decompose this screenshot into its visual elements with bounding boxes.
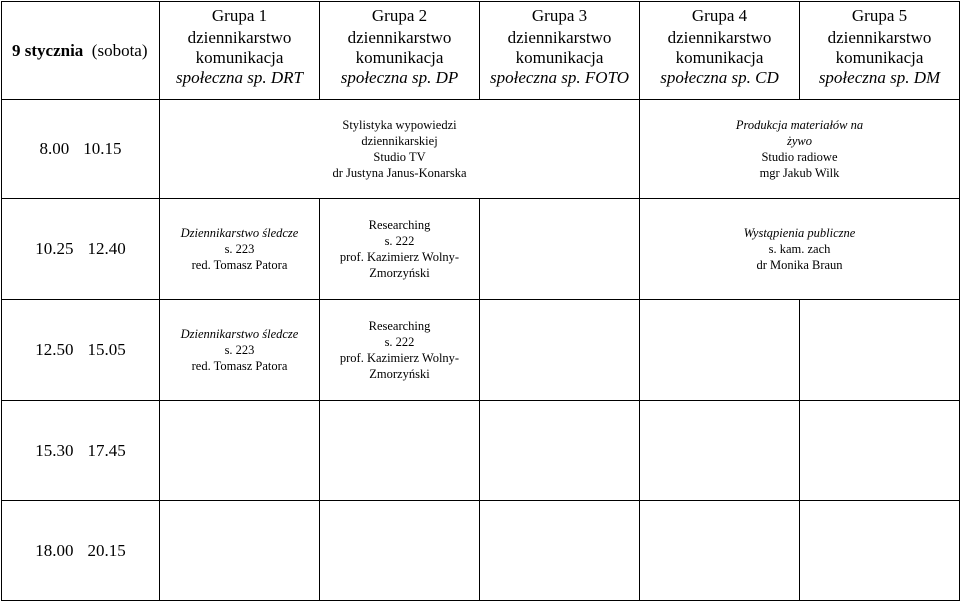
class-researching	[320, 300, 480, 401]
empty-cell	[640, 501, 800, 601]
header-row	[2, 2, 960, 100]
class-subject: Researching	[368, 319, 431, 333]
class-sledcze	[160, 300, 320, 401]
class-stylistyka	[160, 100, 640, 199]
empty-cell	[480, 199, 640, 300]
day-label: (sobota)	[91, 40, 148, 60]
class-sledcze	[160, 199, 320, 300]
class-room: s. 223	[224, 343, 255, 357]
group-line: komunikacja	[835, 47, 924, 67]
class-teacher: red. Tomasz Patora	[191, 258, 288, 272]
class-researching	[320, 199, 480, 300]
class-produkcja	[640, 100, 960, 199]
group-line: dziennikarstwo	[507, 27, 612, 47]
time-end: 20.15	[87, 540, 126, 560]
class-room: Studio TV	[373, 150, 426, 164]
slot-row-5	[2, 501, 960, 601]
group-line: dziennikarstwo	[827, 27, 932, 47]
empty-cell	[160, 501, 320, 601]
group-line: komunikacja	[675, 47, 764, 67]
group-header-4	[640, 2, 800, 100]
class-subject: Produkcja materiałów na	[735, 118, 864, 132]
time-slot	[2, 501, 160, 601]
time-start: 10.25	[35, 239, 74, 258]
empty-cell	[640, 300, 800, 401]
group-line: komunikacja	[515, 47, 604, 67]
date-cell	[2, 2, 160, 100]
time-start: 8.00	[39, 139, 70, 158]
class-teacher: red. Tomasz Patora	[191, 359, 288, 373]
group-title: Grupa 2	[371, 5, 428, 25]
time-end: 12.40	[87, 239, 126, 258]
group-specialization: społeczna sp. DRT	[175, 67, 304, 87]
slot-row-2	[2, 199, 960, 300]
empty-cell	[320, 501, 480, 601]
class-subject: dziennikarskiej	[361, 134, 438, 148]
empty-cell	[480, 501, 640, 601]
class-subject: Stylistyka wypowiedzi	[342, 118, 457, 132]
time-end: 10.15	[83, 139, 122, 158]
group-title: Grupa 3	[531, 5, 588, 25]
group-title: Grupa 1	[211, 5, 268, 25]
class-teacher: dr Monika Braun	[756, 258, 843, 272]
group-specialization: społeczna sp. FOTO	[490, 67, 629, 87]
group-specialization: społeczna sp. CD	[660, 67, 779, 87]
class-subject: Wystąpienia publiczne	[743, 226, 856, 240]
time-slot	[2, 401, 160, 501]
class-teacher: mgr Jakub Wilk	[759, 166, 840, 180]
class-subject: Dziennikarstwo śledcze	[180, 226, 299, 240]
slot-row-4	[2, 401, 960, 501]
class-teacher: Zmorzyński	[369, 367, 430, 381]
class-subject: Dziennikarstwo śledcze	[180, 327, 299, 341]
empty-cell	[480, 300, 640, 401]
slot-row-1	[2, 100, 960, 199]
class-teacher: prof. Kazimierz Wolny-	[339, 351, 460, 365]
group-header-1	[160, 2, 320, 100]
class-teacher: dr Justyna Janus-Konarska	[332, 166, 467, 180]
group-header-2	[320, 2, 480, 100]
class-room: s. 222	[384, 335, 415, 349]
time-slot	[2, 100, 160, 199]
time-slot	[2, 199, 160, 300]
group-header-5	[800, 2, 960, 100]
class-room: s. kam. zach	[768, 242, 831, 256]
time-end: 15.05	[87, 340, 126, 359]
date-label: 9 stycznia	[12, 40, 84, 60]
group-specialization: społeczna sp. DM	[818, 67, 941, 87]
class-room: s. 223	[224, 242, 255, 256]
empty-cell	[160, 401, 320, 501]
empty-cell	[800, 501, 960, 601]
time-slot	[2, 300, 160, 401]
time-start: 15.30	[35, 440, 74, 460]
empty-cell	[800, 401, 960, 501]
group-line: dziennikarstwo	[347, 27, 452, 47]
group-title: Grupa 4	[691, 5, 748, 25]
empty-cell	[800, 300, 960, 401]
class-room: s. 222	[384, 234, 415, 248]
group-line: dziennikarstwo	[187, 27, 292, 47]
group-title: Grupa 5	[851, 5, 908, 25]
group-specialization: społeczna sp. DP	[340, 67, 459, 87]
group-line: komunikacja	[355, 47, 444, 67]
slot-row-3	[2, 300, 960, 401]
group-header-3	[480, 2, 640, 100]
time-end: 17.45	[87, 440, 126, 460]
empty-cell	[480, 401, 640, 501]
time-start: 12.50	[35, 340, 74, 359]
class-subject: żywo	[787, 134, 812, 148]
class-subject: Researching	[368, 218, 431, 232]
schedule-table	[1, 1, 960, 601]
empty-cell	[640, 401, 800, 501]
class-room: Studio radiowe	[761, 150, 838, 164]
group-line: komunikacja	[195, 47, 284, 67]
empty-cell	[320, 401, 480, 501]
class-teacher: prof. Kazimierz Wolny-	[339, 250, 460, 264]
group-line: dziennikarstwo	[667, 27, 772, 47]
class-teacher: Zmorzyński	[369, 266, 430, 280]
time-start: 18.00	[35, 540, 74, 560]
class-wystapienia	[640, 199, 960, 300]
